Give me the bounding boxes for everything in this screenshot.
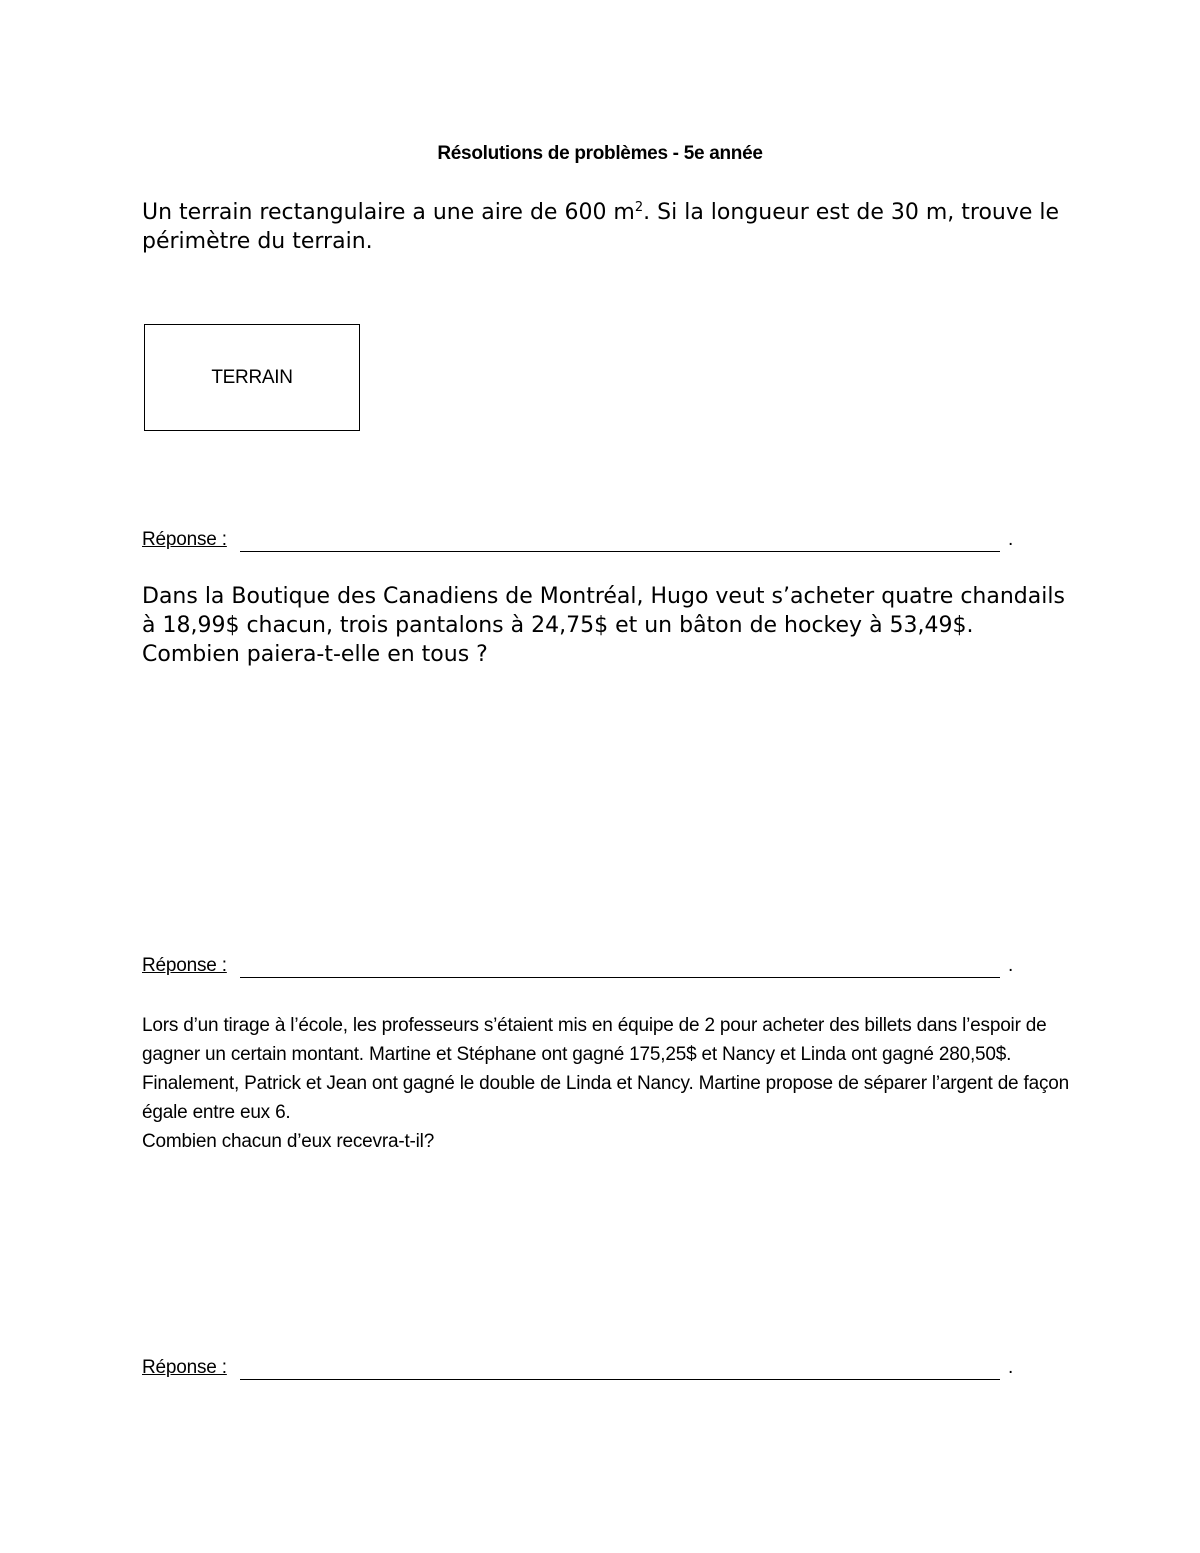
answer-line-2[interactable] — [240, 977, 1000, 978]
answer-label-1: Réponse : — [142, 529, 227, 550]
problem-1-superscript: 2 — [634, 200, 644, 215]
answer-row-3 — [142, 1357, 1022, 1385]
answer-end-3: . — [1008, 1357, 1014, 1378]
answer-label-3: Réponse : — [142, 1357, 227, 1378]
page-title: Résolutions de problèmes - 5e année — [437, 143, 763, 164]
answer-line-1[interactable] — [240, 551, 1000, 552]
answer-row-1 — [142, 529, 1022, 557]
problem-3-paragraph: Lors d’un tirage à l’école, les professeurs s’étaient mis en équipe de 2 pour acheter des billets dans l’espoir de gagner un certain montant. Martine et Stéphane ont gagné 175,25$ et Nancy et Linda ont gagné 280,50$. Finalement, Patrick et Jean ont gagné le double de Linda et Nancy. Martine propose de séparer l’argent de façon égale entre eux 6. — [142, 1015, 1069, 1123]
answer-label-2: Réponse : — [142, 955, 227, 976]
problem-3-text — [142, 1011, 1082, 1156]
answer-line-3[interactable] — [240, 1379, 1000, 1380]
problem-1-text — [142, 198, 1072, 256]
problem-1-text-before: Un terrain rectangulaire a une aire de 600 m — [142, 200, 635, 225]
terrain-diagram — [144, 324, 360, 431]
answer-end-1: . — [1008, 529, 1014, 550]
problem-3-question: Combien chacun d’eux recevra-t-il? — [142, 1131, 435, 1152]
answer-end-2: . — [1008, 955, 1014, 976]
problem-1-text-after: . Si la longueur est de 30 m, trouve le périmètre du terrain. — [142, 200, 1060, 254]
answer-row-2 — [142, 955, 1022, 983]
problem-2-text: Dans la Boutique des Canadiens de Montréal, Hugo veut s’acheter quatre chandails à 18,99$ chacun, trois pantalons à 24,75$ et un bâton de hockey à 53,49$. Combien paiera-t-elle en tous ? — [142, 584, 1065, 667]
terrain-label: TERRAIN — [211, 366, 293, 388]
